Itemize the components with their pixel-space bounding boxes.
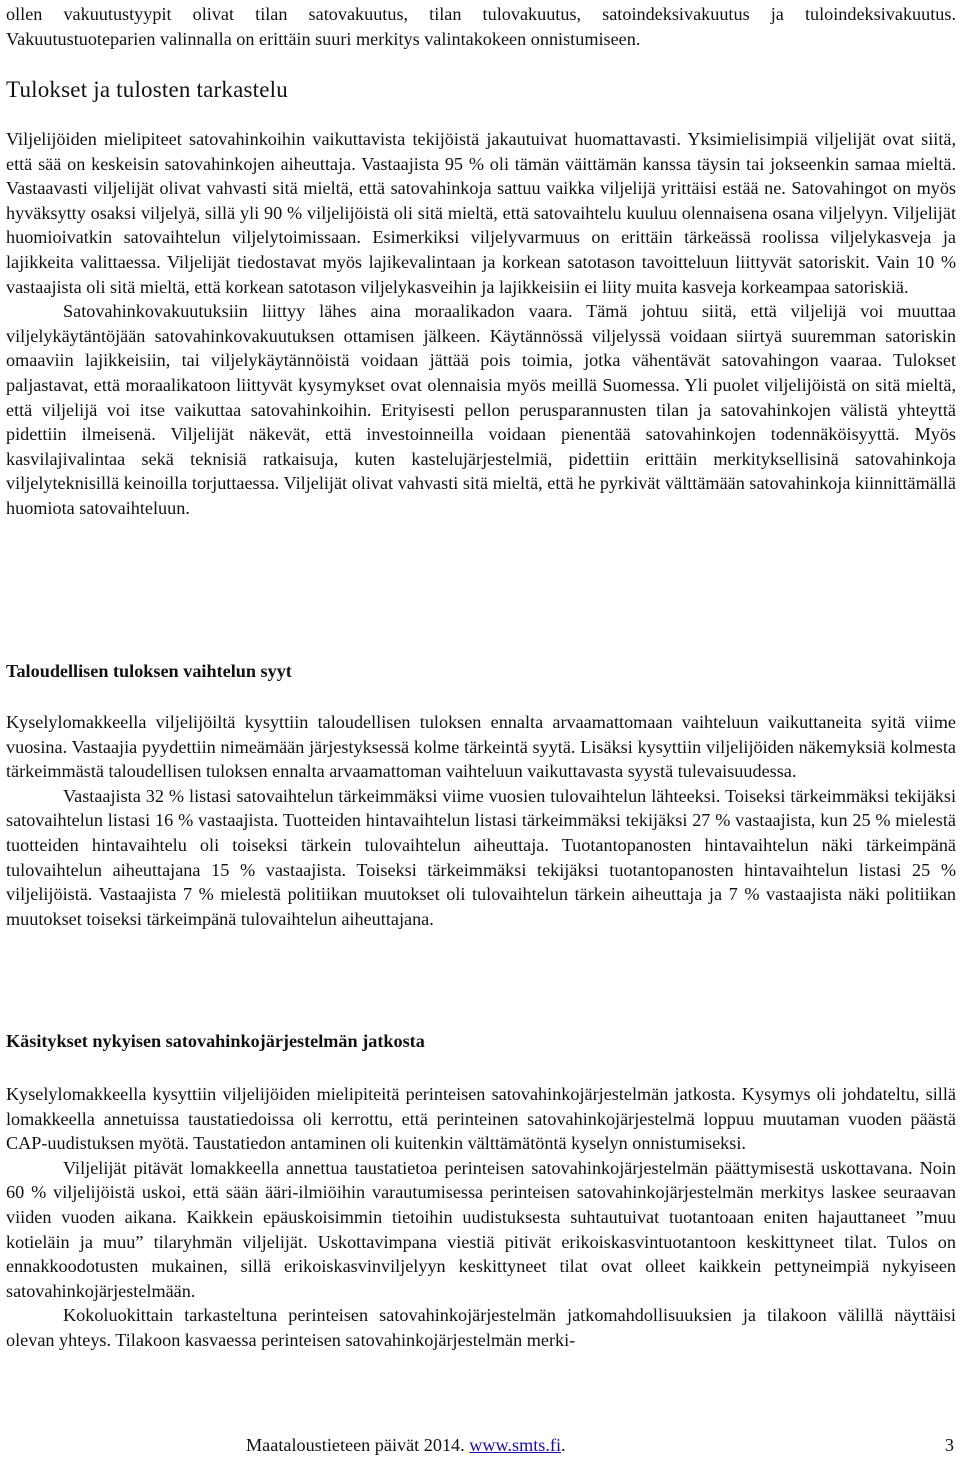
page-number: 3 — [944, 1435, 954, 1455]
section-income-variation — [6, 660, 956, 682]
paragraph: Satovahinkovakuutuksiin liittyy lähes aina moraalikadon vaara. Tämä johtuu siitä, että viljelijä voi muuttaa viljelykäytäntöjään satovahinkovakuutuksen ottamisen jälkeen. Käytännössä viljelyssä voidaan siirtyä suuremman satoriskin omaaviin lajikkeisiin, tai viljelykäytännöistä voidaan jättää pois toimia, jotka vähentävät satovahingon vaaraa. Tulokset paljastavat, että moraalikatoon liittyvät kysymykset ovat olennaisia myös meillä Suomessa. Yli puolet viljelijöistä on sitä mieltä, että viljelijä voi itse vaikuttaa satovahinkoihin. Erityisesti pellon perusparannusten tilan ja satovahinkojen välistä yhteyttä pidettiin ilmeisenä. Viljelijät näkevät, että investoinneilla voidaan pienentää satovahinkojen todennäköisyyttä. Myös kasvilajivalintaa sekä teknisiä ratkaisuja, kuten kastelujärjestelmiä, pidettiin erittäin merkityksellisinä satovahinkoja viljelyteknisillä keinoilla torjuttaessa. Viljelijät olivat vahvasti sitä mieltä, että he pyrkivät välttämään satovahinkoja kiinnittämällä huomiota satovaihteluun. — [6, 301, 956, 518]
section-results-body — [6, 127, 956, 521]
section-results — [6, 77, 956, 103]
paragraph: Viljelijöiden mielipiteet satovahinkoihin vaikuttavista tekijöistä jakautuivat huomattavasti. Yksimielisimpiä viljelijät ovat siitä, että sää on keskeisin satovahinkojen aiheuttaja. Vastaajista 95 % oli tämän väittämän kanssa täysin tai jokseenkin samaa mieltä. Vastaavasti viljelijät olivat vahvasti sitä mieltä, että satovahinkoja sattuu vaikka viljelijä yrittäisi estää ne. Satovahingot on myös hyväksytty osaksi viljelyä, sillä yli 90 % viljelijöistä oli sitä mieltä, että satovaihtelu kuuluu olennaisena osana viljelyyn. Viljelijät huomioivatkin satovaihtelun viljelytoimissaan. Esimerkiksi viljelyvarmuus on erittäin tärkeässä roolissa viljelykasveja ja lajikkeita valittaessa. Viljelijät tiedostavat myös lajikevalintaan ja korkean satotason tavoitteluun liittyvät satoriskit. Vain 10 % vastaajista oli sitä mieltä, että korkean satotason viljelykasveihin ja lajikkeisiin ei liity muita kasveja korkeampaa satoriskiä. — [6, 129, 956, 297]
section-heading: Taloudellisen tuloksen vaihtelun syyt — [6, 661, 292, 681]
paragraph: Kokoluokittain tarkasteltuna perinteisen satovahinkojärjestelmän jatkomahdollisuuksien ja tilakoon välillä näyttäisi olevan yhteys. Tilakoon kasvaessa perinteisen satovahinkojärjestelmän merki- — [6, 1305, 956, 1350]
intro-paragraph: ollen vakuutustyypit olivat tilan satovakuutus, tilan tulovakuutus, satoindeksivakuutus ja tuloindeksivakuutus. Vakuutustuoteparien valinnalla on erittäin suuri merkitys valintakokeen onnistumiseen. — [6, 4, 956, 49]
footer-link[interactable]: www.smts.fi — [469, 1435, 562, 1455]
intro-block — [6, 2, 956, 51]
footer-prefix: Maataloustieteen päivät 2014. — [246, 1435, 470, 1455]
section-system-future — [6, 1030, 956, 1052]
section-heading: Käsitykset nykyisen satovahinkojärjestelmän jatkosta — [6, 1031, 425, 1051]
section-heading: Tulokset ja tulosten tarkastelu — [6, 77, 288, 102]
paragraph: Viljelijät pitävät lomakkeella annettua taustatietoa perinteisen satovahinkojärjestelmän päättymisestä uskottavana. Noin 60 % viljelijöistä uskoi, että sään ääri-ilmiöihin varautumisessa perinteisen satovahinkojärjestelmän merkitys laskee seuraavan viiden vuoden aikana. Kaikkein epäuskoisimmin tietoihin uudistuksesta suhtautuivat tuotantoaan eniten hajauttaneet ”muu kotieläin ja muu” tilaryhmän viljelijät. Uskottavimpana viestiä pitivät erikoiskasvintuotantoon keskittyneet tilat. Tulos on ennakkoodotusten mukainen, sillä erikoiskasvinviljelyyn keskittyneet tilat ovat olleet kaikkein pettyneimpiä nykyiseen satovahinkojärjestelmään. — [6, 1157, 956, 1301]
footer-text — [246, 1433, 566, 1457]
paragraph: Kyselylomakkeella viljelijöiltä kysyttiin taloudellisen tuloksen ennalta arvaamattomaan vaihteluun vaikuttaneita syitä viime vuosina. Vastaajia pyydettiin nimeämään järjestyksessä kolme tärkeintä syytä. Lisäksi kysyttiin viljelijöiden näkemyksiä kolmesta tärkeimmästä taloudellisen tuloksen ennalta arvaamattoman vaihteluun vaikuttavasta syystä tulevaisuudessa. — [6, 712, 956, 782]
footer-suffix: . — [561, 1435, 566, 1455]
section-system-future-body — [6, 1082, 956, 1353]
section-income-variation-body — [6, 710, 956, 931]
paragraph: Kyselylomakkeella kysyttiin viljelijöiden mielipiteitä perinteisen satovahinkojärjestelmän jatkosta. Kysymys oli johdateltu, sillä lomakkeella annetuissa taustatiedoissa oli kerrottu, että perinteinen satovahinkojärjestelmä loppuu muutaman vuoden päästä CAP-uudistuksen myötä. Taustatiedon antaminen oli kuitenkin välttämätöntä kyselyn onnistumiseksi. — [6, 1084, 956, 1154]
paragraph: Vastaajista 32 % listasi satovaihtelun tärkeimmäksi viime vuosien tulovaihtelun lähteeksi. Toiseksi tärkeimmäksi tekijäksi satovaihtelun listasi 16 % vastaajista. Tuotteiden hintavaihtelun listasi tärkeimmäksi tekijäksi 27 % vastaajista, kun 25 % mielestä tuotteiden hintavaihtelu oli toiseksi tärkein tulovaihtelun aiheuttaja. Tuotantopanosten hintavaihtelun näki tärkeimpänä tulovaihtelun aiheuttajana 15 % vastaajista. Toiseksi tärkeimmäksi tekijäksi tuotantopanosten hintavaihtelun listasi 25 % viljelijöistä. Vastaajista 7 % mielestä politiikan muutokset oli tulovaihtelun tärkein aiheuttaja ja 7 % vastaajista näki politiikan muutokset toiseksi tärkeimpänä tulovaihtelun aiheuttajana. — [6, 785, 956, 929]
